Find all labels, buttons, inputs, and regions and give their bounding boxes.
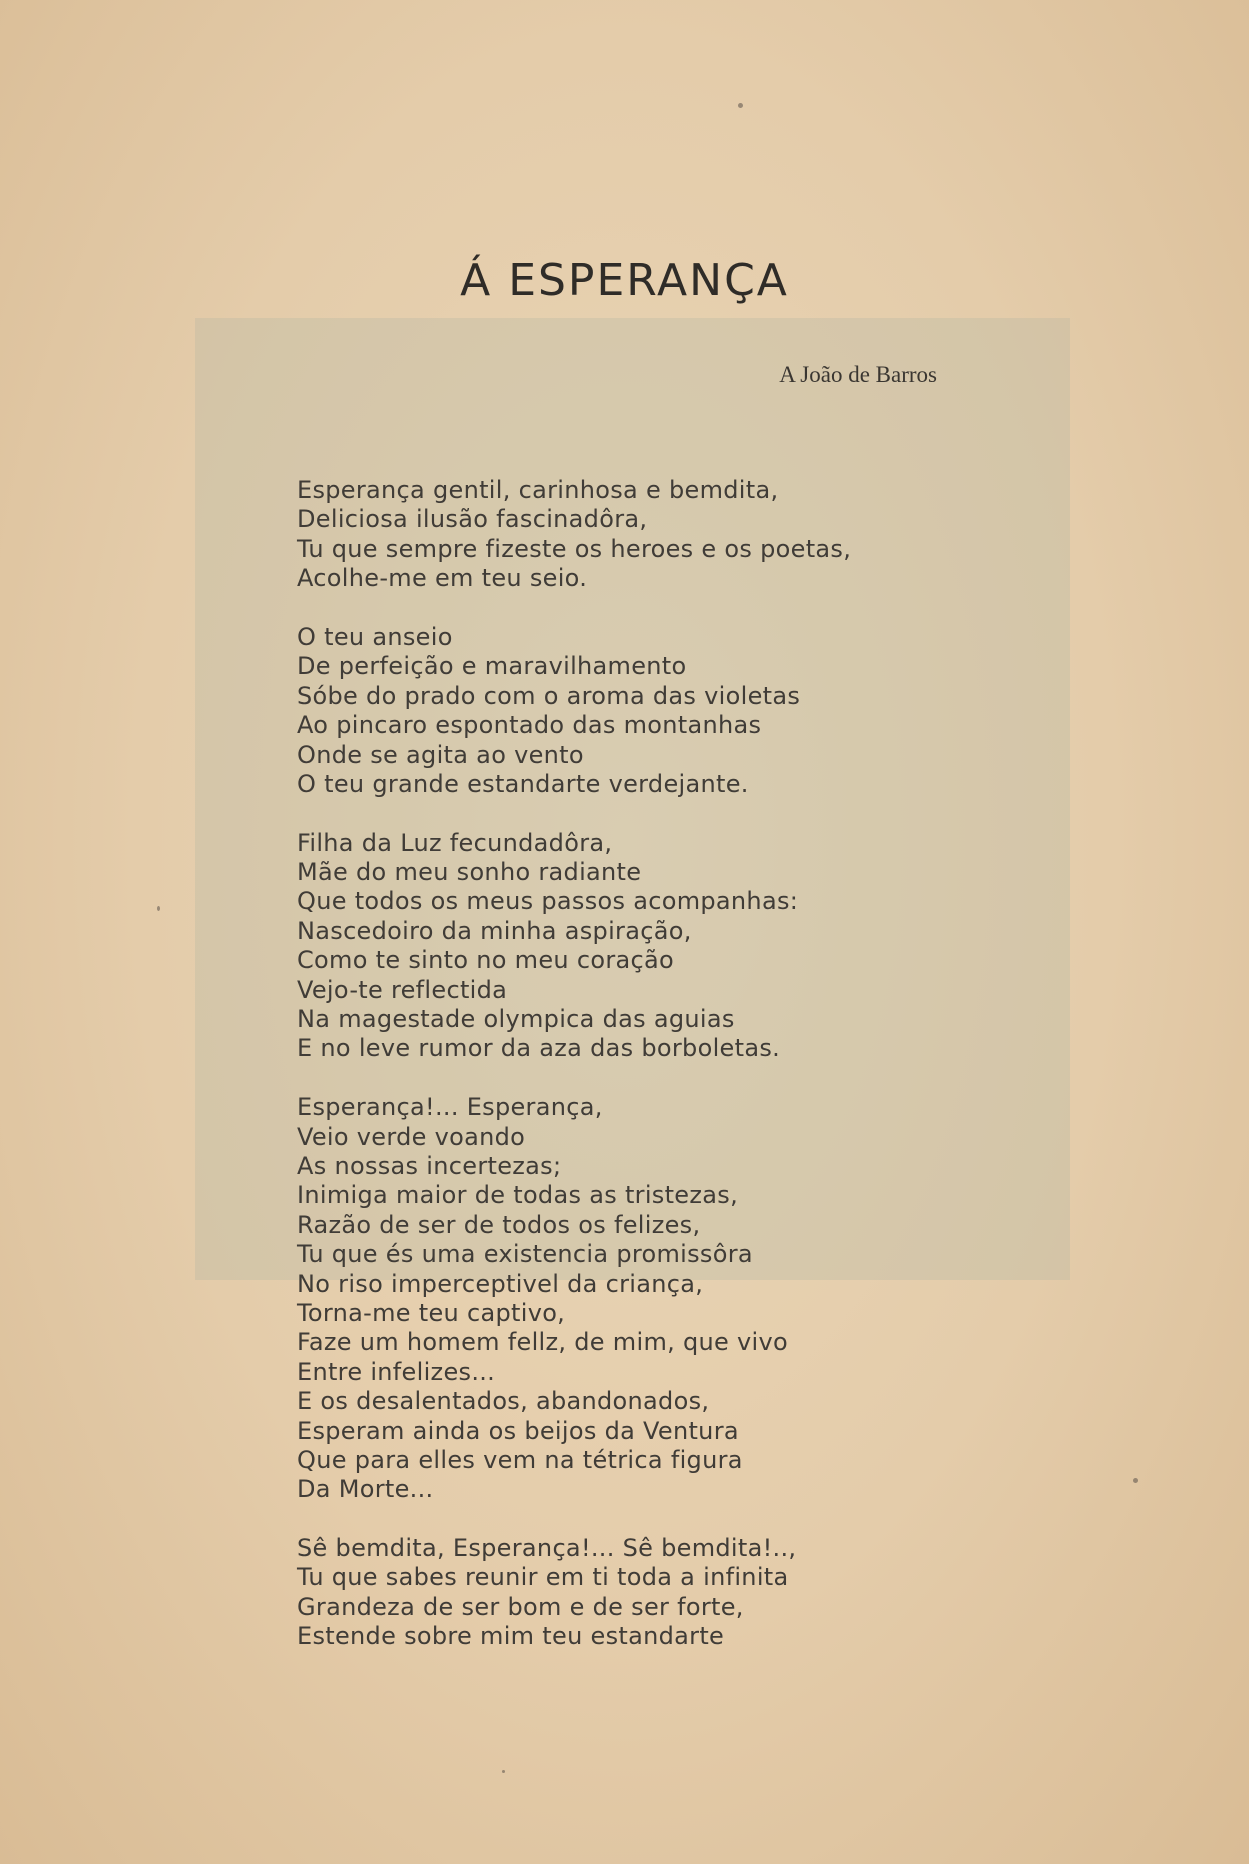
poem-line: Nascedoiro da minha aspiração,	[297, 916, 692, 945]
dedication: A João de Barros	[779, 362, 937, 387]
stanza	[297, 476, 1097, 594]
poem-line: Como te sinto no meu coração	[297, 946, 674, 975]
poem-line: Tu que sempre fizeste os heroes e os poetas,	[297, 534, 852, 563]
paper-speck	[157, 906, 160, 911]
poem-line: Sê bemdita, Esperança!... Sê bemdita!..,	[297, 1534, 797, 1563]
poem-line: Faze um homem fellz, de mim, que vivo	[297, 1328, 788, 1357]
poem-line: No riso imperceptivel da criança,	[297, 1269, 704, 1298]
poem-line: Inimiga maior de todas as tristezas,	[297, 1181, 739, 1210]
poem-line: Ao pincaro espontado das montanhas	[297, 711, 762, 740]
poem-line: Esperança gentil, carinhosa e bemdita,	[297, 476, 779, 504]
poem-line: Tu que és uma existencia promissôra	[297, 1240, 753, 1269]
paper-speck	[1133, 1478, 1138, 1483]
stanza	[297, 829, 1097, 1064]
poem-line: Estende sobre mim teu estandarte	[297, 1622, 725, 1651]
poem-line: Na magestade olympica das aguias	[297, 1005, 735, 1034]
poem-line: Entre infelizes...	[297, 1357, 496, 1386]
poem-line: Acolhe-me em teu seio.	[297, 564, 588, 593]
poem-line: Torna-me teu captivo,	[297, 1298, 566, 1327]
paper-speck	[738, 103, 743, 108]
poem-line: De perfeição e maravilhamento	[297, 652, 687, 681]
poem-line: Da Morte...	[297, 1475, 434, 1504]
poem-line: O teu grande estandarte verdejante.	[297, 769, 749, 798]
poem-title: Á ESPERANÇA	[460, 255, 789, 306]
stanza	[297, 1534, 1097, 1652]
poem-line: Esperança!... Esperança,	[297, 1093, 603, 1122]
poem-line: Veio verde voando	[297, 1122, 526, 1151]
poem-line: Que para elles vem na tétrica figura	[297, 1445, 743, 1474]
poem-line: Onde se agita ao vento	[297, 740, 584, 769]
poem-line: Razão de ser de todos os felizes,	[297, 1210, 701, 1239]
paper-speck	[502, 1770, 505, 1773]
stanza	[297, 623, 1097, 799]
poem-line: Esperam ainda os beijos da Ventura	[297, 1416, 739, 1445]
poem-line: Que todos os meus passos acompanhas:	[297, 887, 799, 916]
poem-line: Mãe do meu sonho radiante	[297, 858, 642, 887]
poem-line: Grandeza de ser bom e de ser forte,	[297, 1592, 744, 1621]
poem-line: As nossas incertezas;	[297, 1151, 562, 1180]
poem-line: O teu anseio	[297, 622, 453, 651]
poem-line: Vejo-te reflectida	[297, 975, 508, 1004]
poem-line: Tu que sabes reunir em ti toda a infinita	[297, 1563, 789, 1592]
poem-line: Sóbe do prado com o aroma das violetas	[297, 681, 801, 710]
stanza	[297, 1093, 1097, 1504]
poem-line: E no leve rumor da aza das borboletas.	[297, 1034, 781, 1063]
poem-line: Deliciosa ilusão fascinadôra,	[297, 505, 648, 534]
poem-line: Filha da Luz fecundadôra,	[297, 828, 613, 857]
poem-line: E os desalentados, abandonados,	[297, 1387, 710, 1416]
poem-body	[297, 476, 1097, 1681]
